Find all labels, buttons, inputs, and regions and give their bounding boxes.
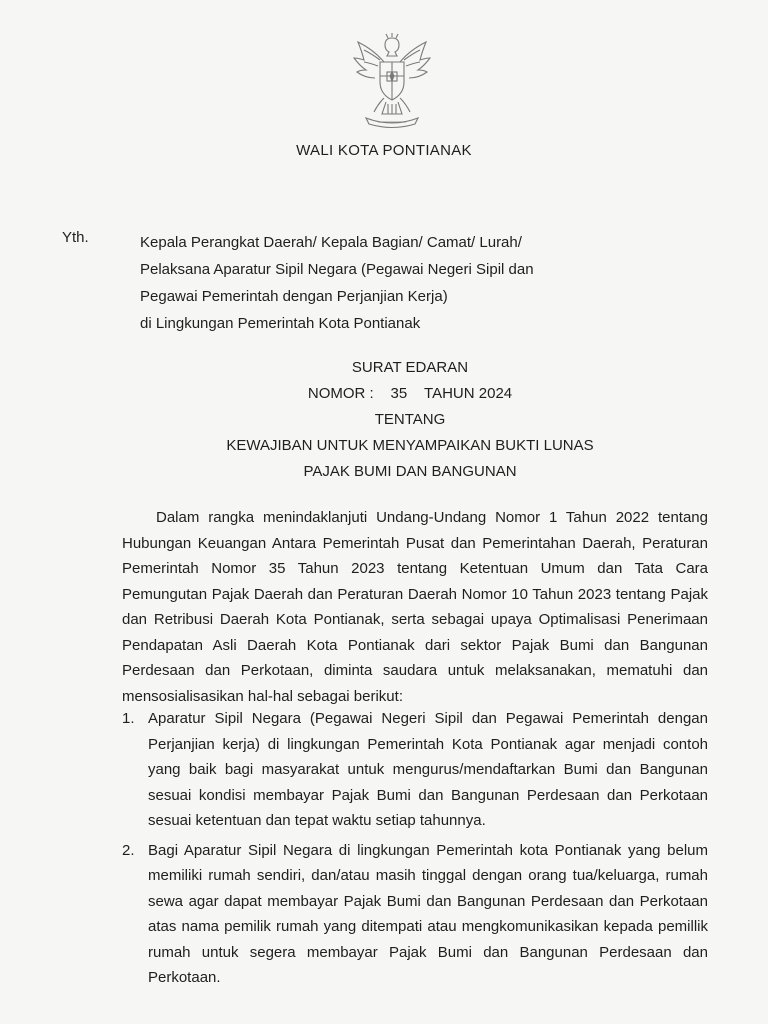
addressee-line: Kepala Perangkat Daerah/ Kepala Bagian/ Camat/ Lurah/ bbox=[140, 234, 522, 251]
addressee-block bbox=[140, 229, 700, 337]
issuer-title: WALI KOTA PONTIANAK bbox=[296, 142, 472, 159]
salutation: Yth. bbox=[62, 229, 89, 246]
list-item-number: 2. bbox=[122, 841, 135, 859]
doc-number-line bbox=[160, 381, 660, 407]
list-item-text: Aparatur Sipil Negara (Pegawai Negeri Sipil dan Pegawai Pemerintah dengan Perjanjian kerja) di lingkungan Pemerintah Kota Pontianak agar menjadi contoh yang baik bagi masyarakat untuk mengurus/mendaftarkan Bumi dan Bangunan sesuai kondisi membayar Pajak Bumi dan Bangunan Perdesaan dan Perkotaan sesuai ketentuan dan tepat waktu setiap tahunnya. bbox=[148, 710, 708, 829]
doc-type: SURAT EDARAN bbox=[351, 359, 469, 376]
document-heading bbox=[160, 355, 660, 485]
subject-line-2: PAJAK BUMI DAN BANGUNAN bbox=[303, 463, 517, 480]
list-item-number: 1. bbox=[122, 710, 135, 727]
addressee-line: di Lingkungan Pemerintah Kota Pontianak bbox=[140, 315, 421, 332]
tahun-label: TAHUN 2024 bbox=[424, 385, 513, 402]
subject-line-1: KEWAJIBAN UNTUK MENYAMPAIKAN BUKTI LUNAS bbox=[226, 437, 594, 454]
intro-paragraph: Dalam rangka menindaklanjuti Undang-Undang Nomor 1 Tahun 2022 tentang Hubungan Keuangan Antara Pemerintah Pusat dan Pemerintahan Daerah, Peraturan Pemerintah Nomor 35 Tahun 2023 tentang Ketentuan Umum dan Tata Cara Pemungutan Pajak Daerah dan Peraturan Daerah Nomor 10 Tahun 2023 tentang Pajak dan Retribusi Daerah Kota Pontianak, serta sebagai upaya Optimalisasi Penerimaan Pendapatan Asli Daerah Kota Pontianak dari sektor Pajak Bumi dan Bangunan Perdesaan dan Perkotaan, diminta saudara untuk melaksanakan, mematuhi dan mensosialisasikan hal-hal sebagai berikut: bbox=[122, 509, 708, 705]
list-item-text: Bagi Aparatur Sipil Negara di lingkungan Pemerintah kota Pontianak yang belum memiliki rumah sendiri, dan/atau masih tinggal dengan orang tua/keluarga, rumah sewa agar dapat membayar Pajak Bumi dan Bangunan Perdesaan dan Perkotaan atas nama pemilik rumah yang ditempati atau mengkomunikasikan kepada pemillik rumah untuk segera membayar Pajak Bumi dan Bangunan Perdesaan dan Perkotaan. bbox=[148, 841, 708, 986]
tentang-label: TENTANG bbox=[374, 411, 446, 428]
addressee-line: Pelaksana Aparatur Sipil Negara (Pegawai Negeri Sipil dan bbox=[140, 261, 534, 278]
nomor-value: 35 bbox=[390, 385, 408, 402]
list-item bbox=[122, 838, 708, 991]
instruction-list bbox=[122, 706, 708, 995]
garuda-emblem-icon bbox=[350, 32, 434, 132]
addressee-line: Pegawai Pemerintah dengan Perjanjian Kerja) bbox=[140, 288, 448, 305]
nomor-label: NOMOR : bbox=[307, 385, 374, 402]
list-item bbox=[122, 706, 708, 834]
